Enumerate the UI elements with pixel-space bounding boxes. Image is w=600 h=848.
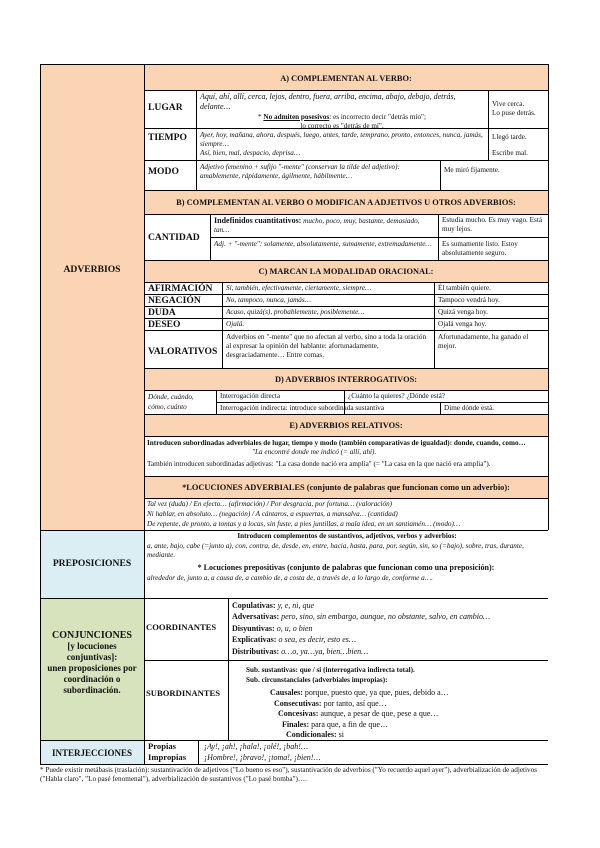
- locuciones-line-3: De repente, de pronto, a tontas y a locas, sin fuste, a pies juntillas, a mala idea, en un santiamén… (modo)…: [147, 520, 461, 528]
- preposiciones-line-4: alrededor de, junto a, a causa de, a cambio de, a costa de, a través de, a lo largo de, conforme a….: [147, 574, 433, 582]
- modalidad-example: Tampoco vendrá hoy.: [438, 296, 500, 304]
- locuciones-title: *LOCUCIONES ADVERBIALES (conjunto de palabras que funcionan como un adverbio):: [182, 483, 510, 492]
- tiempo-example-1: Llegó tarde.: [492, 133, 527, 141]
- circunstancial-item: Finales: para que, a fin de que…: [282, 719, 388, 729]
- preposiciones-line-1: Introducen complementos de sustantivos, adjetivos, verbos y adverbios:: [237, 532, 457, 540]
- modalidad-text: Ojalá.: [226, 320, 245, 328]
- modalidad-example: Ojalá venga hoy.: [438, 320, 487, 328]
- modalidad-label: AFIRMACIÓN: [148, 283, 213, 294]
- section-e-title: E) ADVERBIOS RELATIVOS:: [289, 421, 403, 430]
- subordinantes-label: SUBORDINANTES: [146, 688, 221, 698]
- cantidad-label: CANTIDAD: [148, 232, 200, 243]
- lugar-example-2: Lo puse detrás.: [492, 109, 536, 117]
- modalidad-example: Quizá venga hoy.: [438, 308, 489, 316]
- modo-example: Me miró fijamente.: [444, 166, 500, 174]
- modo-text: Adjetivo femenino + sufijo "-mente" (conservan la tilde del adjetivo): amablemente, rápidamente, ágilmente, hábilmente…: [200, 163, 400, 180]
- cantidad-text-2: Adj. + "-mente": solamente, absolutamente, sumamente, extremadamente…: [214, 240, 432, 248]
- lugar-label: LUGAR: [148, 102, 183, 113]
- interjecciones-label: INTERJECCIONES: [51, 748, 133, 758]
- modalidad-example: Él también quiere.: [438, 284, 491, 292]
- conjunciones-label: CONJUNCIONES [y locuciones conjuntivas]: unen proposiciones por coordinación o subordinación.: [47, 630, 137, 695]
- impropias-list: ¡Hombre!, ¡bravo!, ¡toma!, ¡bien!…: [204, 753, 321, 762]
- modalidad-text: Sí, también, efectivamente, ciertamente, siempre…: [226, 284, 372, 292]
- interrogacion-directa-example: ¿Cuánto la quieres? ¿Dónde está?: [348, 392, 445, 400]
- circunstancial-item: Concesivas: aunque, a pesar de que, pese a que…: [278, 709, 439, 719]
- preposiciones-line-3: * Locuciones prepositivas (conjunto de palabras que funcionan como una preposición):: [197, 563, 495, 572]
- section-a-title: A) COMPLEMENTAN AL VERBO:: [280, 74, 412, 83]
- cantidad-example-1: Estudia mucho. Es muy vago. Está muy lejos.: [442, 216, 543, 233]
- interrogacion-indirecta-example: Dime dónde está.: [444, 404, 495, 412]
- lugar-list: Aquí, ahí, allí, cerca, lejos, dentro, fuera, arriba, encima, abajo, debajo, detrás, delante…: [200, 92, 456, 111]
- modalidad-text: Acaso, quizá(s), probablemente, posiblemente…: [226, 308, 365, 316]
- cantidad-text-1: Indefinidos cuantitativos: mucho, poco, muy, bastante, demasiado, tan…: [214, 216, 420, 234]
- circunstancial-item: Consecutivas: por tanto, así que…: [274, 698, 387, 708]
- interrogativos-list-2: cómo, cuánto: [148, 403, 187, 411]
- preposiciones-label: PREPOSICIONES: [52, 558, 132, 569]
- coordinante-item: Copulativas: y, e, ni, que: [232, 601, 314, 610]
- section-b-title: B) COMPLEMENTAN AL VERBO O MODIFICAN A ADJETIVOS U OTROS ADVERBIOS:: [176, 198, 516, 207]
- valorativos-example: Afortunadamente, ha ganado el mejor.: [438, 333, 529, 350]
- coordinante-item: Adversativas: pero, sino, sin embargo, aunque, no obstante, salvo, en cambio…: [232, 612, 491, 622]
- interrogacion-directa: Interrogación directa: [220, 392, 281, 400]
- modalidad-label: DESEO: [148, 319, 181, 330]
- locuciones-line-2: Ni hablar, en absoluto… (negación) / A cántaros, a espuertas, a mansalva… (cantidad): [147, 510, 398, 518]
- propias-list: ¡Ay!, ¡ah!, ¡hala!, ¡olé!, ¡bah!…: [204, 742, 308, 751]
- modalidad-label: DUDA: [148, 307, 176, 318]
- lugar-note: * No admiten posesivos: es incorrecto decir "detrás mío"; lo correcto es "detrás de mí".: [258, 113, 426, 130]
- tiempo-list-2: Así, bien, mal, despacio, deprisa…: [200, 149, 301, 157]
- valorativos-text: Adverbios en "-mente" que no afectan al verbo, sino a toda la oración al expresar la opinión del hablante: afortunadamente, desgraciadamente… Entre comas.: [226, 333, 427, 359]
- section-c-title: C) MARCAN LA MODALIDAD ORACIONAL:: [258, 267, 434, 276]
- impropias-label: Impropias: [148, 752, 187, 762]
- interrogativos-list-1: Dónde, cuándo,: [148, 393, 194, 401]
- modalidad-text: No, tampoco, nunca, jamás…: [226, 296, 312, 304]
- tiempo-label: TIEMPO: [148, 132, 187, 143]
- subordinantes-line-2: Sub. circunstanciales (adverbiales impropias):: [246, 676, 388, 684]
- footnote: * Puede existir metábasis (traslación): sustantivación de adjetivos ("Lo bueno es eso"), sustantivación de adverbios ("Yo recuerdo aquel ayer"), adverbialización de adjetivos ("Habla claro", "Lo pasé fenomenal"), adverbialización de sustantivos ("Lo pasé bomba")….: [40, 766, 538, 783]
- modalidad-label: NEGACIÓN: [148, 295, 201, 306]
- lugar-example-1: Vive cerca.: [492, 100, 525, 108]
- circunstancial-item: Causales: porque, puesto que, ya que, pues, debido a…: [270, 688, 449, 697]
- coordinantes-list: [232, 600, 544, 657]
- adverbios-label: ADVERBIOS: [63, 264, 121, 275]
- cantidad-example-2: Es sumamente listo. Estoy absolutamente seguro.: [442, 240, 518, 257]
- relativos-text-1: Introducen subordinadas adverbiales de lugar, tiempo y modo (también comparativas de igualdad): donde, cuando, como…: [147, 439, 526, 447]
- section-d-title: D) ADVERBIOS INTERROGATIVOS:: [274, 375, 418, 384]
- relativos-text-2: También introducen subordinadas adjetivas: "La casa donde nació era amplia" (= "La casa en la que nació era amplia").: [147, 460, 491, 468]
- tiempo-list-1: Ayer, hoy, mañana, ahora, después, luego, antes, tarde, temprano, pronto, entonces, nunca, jamás, siempre…: [200, 131, 483, 148]
- circunstancial-item: Condicionales: si: [286, 730, 345, 740]
- tiempo-example-2: Escribe mal.: [492, 149, 528, 157]
- propias-label: Propias: [148, 741, 177, 751]
- coordinante-item: Disyuntivas: o, u, o bien: [232, 623, 313, 633]
- coordinante-item: Explicativas: o sea, es decir, esto es…: [232, 635, 356, 645]
- coordinantes-label: COORDINANTES: [146, 622, 217, 632]
- locuciones-line-1: Tal vez (duda) / En efecto… (afirmación) / Por desgracia, por fortuna… (valoración): [147, 500, 393, 508]
- preposiciones-line-2: a, ante, bajo, cabe (=junto a), con, contra, de, desde, en, entre, hacia, hasta, para, por, según, sin, so (=bajo), sobre, tras, durante, mediante.: [147, 542, 524, 559]
- interrogacion-indirecta: Interrogación indirecta: introduce subordinada sustantiva: [220, 404, 385, 412]
- coordinante-item: Distributivas: o…o, ya…ya, bien…bien…: [232, 646, 369, 656]
- adverbios-label-cell: [40, 64, 144, 530]
- circunstanciales-list: [270, 688, 544, 741]
- relativos-example-1: "La encontré donde me indicó (= allí, ahí).: [252, 448, 377, 456]
- valorativos-label: VALORATIVOS: [148, 346, 218, 357]
- modo-label: MODO: [148, 166, 179, 177]
- subordinantes-line-1: Sub. sustantivas: que / si (interrogativa indirecta total).: [246, 666, 415, 674]
